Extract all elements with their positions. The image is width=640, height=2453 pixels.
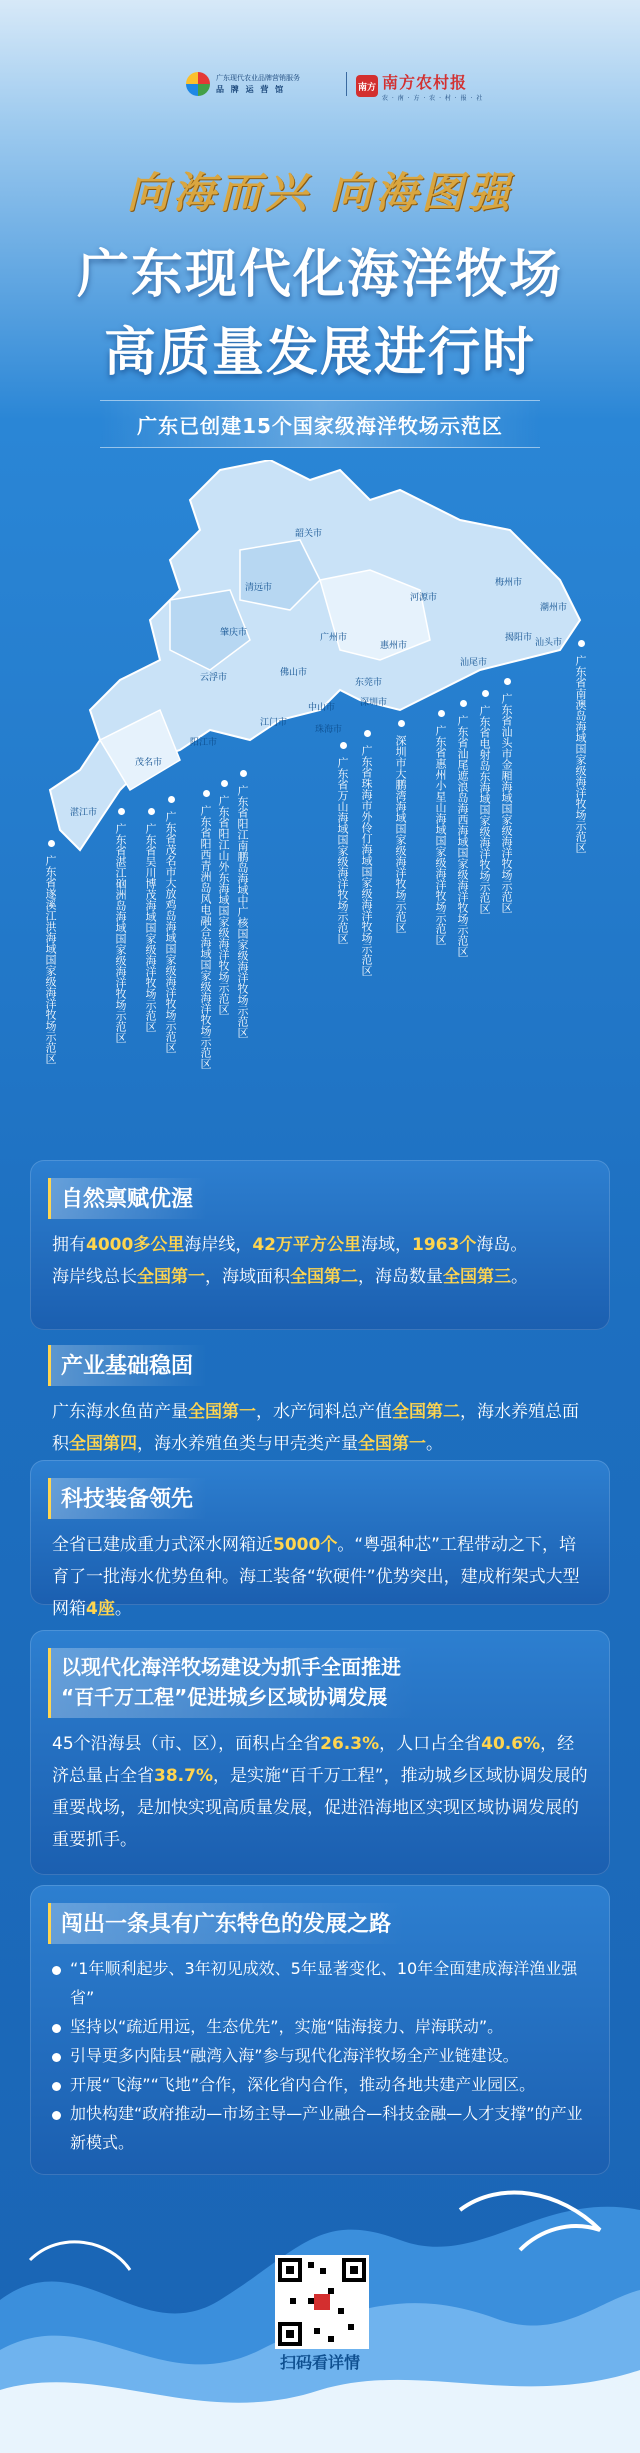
zone-marker-icon (438, 710, 445, 717)
zone-marker-icon (364, 730, 371, 737)
list-item: 开展“飞海”“飞地”合作，深化省内合作，推动各地共建产业园区。 (52, 2070, 588, 2099)
section-title-line2: “百千万工程”促进城乡区域协调发展 (61, 1685, 388, 1709)
zone-marker-icon (504, 678, 511, 685)
qr-caption: 扫码看详情 (279, 2353, 360, 2372)
list-item: “1年顺利起步、3年初见成效、5年显著变化、10年全面建成海洋渔业强省” (52, 1954, 588, 2012)
section-industry-foundation: 产业基础稳固 广东海水鱼苗产量全国第一，水产饲料总产值全国第二，海水养殖总面积全国第四，海水养殖鱼类与甲壳类产量全国第一。 (30, 1345, 610, 1455)
section-title: 闯出一条具有广东特色的发展之路 (48, 1903, 405, 1944)
city-label: 肇庆市 (220, 628, 248, 638)
zone-label: 广东省阳江南鹏岛海域中广核国家级海洋牧场示范区 (236, 785, 249, 1038)
zone-marker-icon (398, 720, 405, 727)
list-item: 引导更多内陆县“融湾入海”参与现代化海洋牧场全产业链建设。 (52, 2041, 588, 2070)
city-label: 韶关市 (295, 529, 323, 539)
zone-label: 广东省吴川博茂海域国家级海洋牧场示范区 (144, 823, 157, 1032)
zone-marker-icon (240, 770, 247, 777)
city-label: 深圳市 (360, 698, 388, 708)
qr-code-icon (278, 2258, 366, 2346)
logo-left-line1: 广东现代农业品牌营销服务 (216, 74, 300, 82)
zone-label: 广东省汕头市金厢海域国家级海洋牧场示范区 (500, 693, 513, 913)
section-title: 自然禀赋优渥 (48, 1178, 207, 1219)
city-label: 阳江市 (190, 738, 218, 748)
slogan: 向海而兴 向海图强 (126, 168, 514, 217)
section-title: 产业基础稳固 (48, 1345, 207, 1386)
zone-marker-icon (168, 796, 175, 803)
zone-marker-icon (460, 700, 467, 707)
zone-label: 广东省电射岛东海域国家级海洋牧场示范区 (478, 705, 491, 914)
city-label: 汕头市 (535, 638, 563, 648)
section-guangdong-path (30, 1885, 610, 2175)
city-label: 潮州市 (540, 603, 568, 613)
zone-labels (0, 0, 640, 1130)
city-label: 汕尾市 (460, 658, 488, 668)
zone-label: 广东省茂名市大放鸡岛海域国家级海洋牧场示范区 (164, 811, 177, 1053)
zone-label: 广东省阳西青洲岛风电融合海域国家级海洋牧场示范区 (199, 805, 212, 1069)
zone-label: 广东省惠州小星山海域国家级海洋牧场示范区 (434, 725, 447, 945)
subtitle-text: 广东已创建15个国家级海洋牧场示范区 (137, 413, 503, 438)
city-label: 河源市 (410, 593, 438, 603)
zone-marker-icon (340, 742, 347, 749)
city-label: 湛江市 (70, 808, 98, 818)
city-label: 梅州市 (495, 578, 523, 588)
newspaper-seal: 南方 (356, 75, 378, 97)
city-label: 惠州市 (380, 641, 408, 651)
page-title-line2: 高质量发展进行时 (103, 323, 536, 383)
zone-marker-icon (148, 808, 155, 815)
zone-label: 广东省遂溪江洪海域国家级海洋牧场示范区 (44, 855, 57, 1064)
zone-label: 广东省南澳岛海域国家级海洋牧场示范区 (574, 655, 587, 853)
list-item: 坚持以“疏近用远，生态优先”，实施“陆海接力、岸海联动”。 (52, 2012, 588, 2041)
zone-label: 广东省万山海域国家级海洋牧场示范区 (336, 757, 349, 944)
city-label: 江门市 (260, 718, 288, 728)
city-label: 云浮市 (200, 673, 228, 683)
city-label: 东莞市 (355, 678, 383, 688)
zone-marker-icon (203, 790, 210, 797)
section-hundred-thousand-project: 以现代化海洋牧场建设为抓手全面推进 “百千万工程”促进城乡区域协调发展 45个沿海县（市、区），面积占全省26.3%，人口占全省40.6%，经济总量占全省38.7%，是实施“百千万工程”，推动城乡区域协调发展的重要战场，是加快实现高质量发展，促进沿海地区实现区域协调发展的重要抓手。 (30, 1630, 610, 1875)
city-label: 佛山市 (280, 668, 308, 678)
zone-label: 广东省湛江硇洲岛海域国家级海洋牧场示范区 (114, 823, 127, 1043)
zone-marker-icon (48, 840, 55, 847)
city-label: 揭阳市 (505, 633, 533, 643)
section-tech-equipment: 科技装备领先 全省已建成重力式深水网箱近5000个。“粤强种芯”工程带动之下，培育了一批海水优势鱼种。海工装备“软硬件”优势突出，建成桁架式大型网箱4座。 (30, 1460, 610, 1605)
city-label: 中山市 (308, 703, 336, 713)
zone-label: 广东省汕尾遮浪岛海西海域国家级海洋牧场示范区 (456, 715, 469, 957)
zone-marker-icon (578, 640, 585, 647)
newspaper-sub: 农 · 南 · 方 · 农 · 村 · 报 · 社 (382, 95, 484, 102)
city-label: 清远市 (245, 583, 273, 593)
logo-left-line2: 品 牌 运 营 馆 (216, 85, 286, 94)
page-title-line1: 广东现代化海洋牧场 (76, 245, 563, 305)
section-title-line1: 以现代化海洋牧场建设为抓手全面推进 (61, 1655, 401, 1679)
list-item: 加快构建“政府推动—市场主导—产业融合—科技金融—人才支撑”的产业新模式。 (52, 2099, 588, 2157)
zone-marker-icon (482, 690, 489, 697)
city-label: 茂名市 (135, 758, 163, 768)
zone-marker-icon (118, 808, 125, 815)
zone-label: 广东省阳江山外东海域国家级海洋牧场示范区 (217, 795, 230, 1015)
zone-marker-icon (221, 780, 228, 787)
section-natural-endowment: 自然禀赋优渥 拥有4000多公里海岸线，42万平方公里海域，1963个海岛。 海岸线总长全国第一，海域面积全国第二，海岛数量全国第三。 (30, 1160, 610, 1330)
city-label: 广州市 (320, 633, 348, 643)
city-label: 珠海市 (315, 725, 343, 735)
section-title: 科技装备领先 (48, 1478, 207, 1519)
qr-code[interactable] (275, 2255, 369, 2349)
zone-label: 深圳市大鹏湾海域国家级海洋牧场示范区 (394, 735, 407, 933)
newspaper-name: 南方农村报 (382, 73, 468, 92)
zone-label: 广东省珠海市外伶仃海域国家级海洋牧场示范区 (360, 745, 373, 976)
